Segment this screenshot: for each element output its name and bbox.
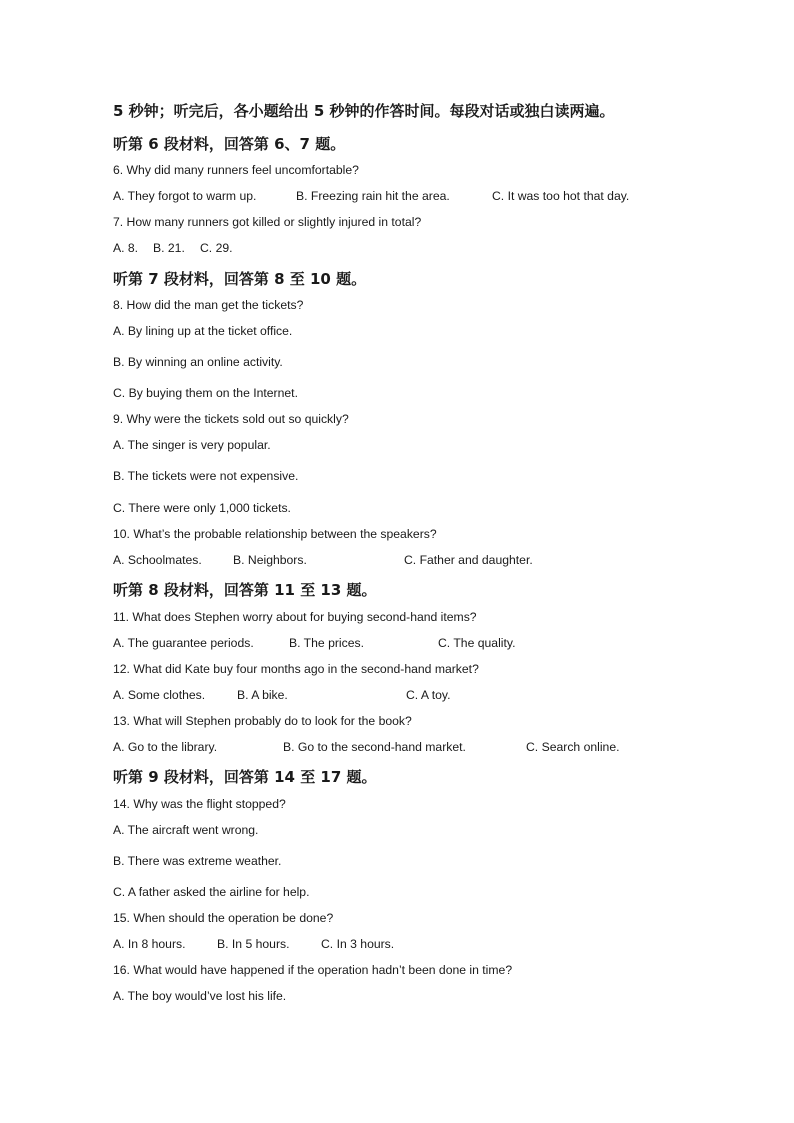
- section-heading-8: 听第 8 段材料，回答第 11 至 13 题。: [113, 581, 377, 599]
- question-8-option-b: B. By winning an online activity.: [113, 355, 283, 369]
- question-10-stem: 10. What’s the probable relationship between the speakers?: [113, 527, 437, 541]
- question-12-option-b: B. A bike.: [237, 688, 288, 702]
- question-10-option-b: B. Neighbors.: [233, 553, 307, 567]
- question-8-option-a: A. By lining up at the ticket office.: [113, 324, 293, 338]
- question-15-option-a: A. In 8 hours.: [113, 937, 186, 951]
- question-16-option-a: A. The boy would’ve lost his life.: [113, 989, 287, 1003]
- question-13-option-a: A. Go to the library.: [113, 740, 218, 754]
- question-9-option-c: C. There were only 1,000 tickets.: [113, 501, 291, 515]
- question-14-option-c: C. A father asked the airline for help.: [113, 885, 310, 899]
- question-11-option-b: B. The prices.: [289, 636, 364, 650]
- question-6-option-c: C. It was too hot that day.: [492, 189, 630, 203]
- question-8-stem: 8. How did the man get the tickets?: [113, 298, 304, 312]
- question-11-option-c: C. The quality.: [438, 636, 516, 650]
- question-9-option-a: A. The singer is very popular.: [113, 438, 271, 452]
- question-7-option-a: A. 8.: [113, 241, 139, 255]
- intro-line: 5 秒钟；听完后，各小题给出 5 秒钟的作答时间。每段对话或独白读两遍。: [113, 102, 615, 120]
- question-14-stem: 14. Why was the flight stopped?: [113, 797, 286, 811]
- question-16-stem: 16. What would have happened if the operation hadn’t been done in time?: [113, 963, 513, 977]
- question-11-stem: 11. What does Stephen worry about for buying second-hand items?: [113, 610, 477, 624]
- question-6-option-a: A. They forgot to warm up.: [113, 189, 257, 203]
- question-9-option-b: B. The tickets were not expensive.: [113, 469, 299, 483]
- question-13-stem: 13. What will Stephen probably do to look for the book?: [113, 714, 412, 728]
- section-heading-9: 听第 9 段材料，回答第 14 至 17 题。: [113, 768, 377, 786]
- question-10-option-a: A. Schoolmates.: [113, 553, 202, 567]
- section-heading-6: 听第 6 段材料，回答第 6、7 题。: [113, 135, 346, 153]
- question-14-option-b: B. There was extreme weather.: [113, 854, 282, 868]
- question-14-option-a: A. The aircraft went wrong.: [113, 823, 259, 837]
- question-7-option-b: B. 21.: [153, 241, 185, 255]
- section-heading-7: 听第 7 段材料，回答第 8 至 10 题。: [113, 270, 367, 288]
- question-7-stem: 7. How many runners got killed or slightly injured in total?: [113, 215, 422, 229]
- question-7-option-c: C. 29.: [200, 241, 233, 255]
- question-11-option-a: A. The guarantee periods.: [113, 636, 254, 650]
- question-10-option-c: C. Father and daughter.: [404, 553, 533, 567]
- question-12-option-a: A. Some clothes.: [113, 688, 206, 702]
- question-6-stem: 6. Why did many runners feel uncomfortable?: [113, 163, 359, 177]
- question-15-option-c: C. In 3 hours.: [321, 937, 395, 951]
- question-6-option-b: B. Freezing rain hit the area.: [296, 189, 450, 203]
- question-8-option-c: C. By buying them on the Internet.: [113, 386, 298, 400]
- question-15-option-b: B. In 5 hours.: [217, 937, 290, 951]
- question-13-option-b: B. Go to the second-hand market.: [283, 740, 466, 754]
- question-9-stem: 9. Why were the tickets sold out so quickly?: [113, 412, 349, 426]
- question-12-option-c: C. A toy.: [406, 688, 451, 702]
- question-13-option-c: C. Search online.: [526, 740, 620, 754]
- question-12-stem: 12. What did Kate buy four months ago in the second-hand market?: [113, 662, 479, 676]
- question-15-stem: 15. When should the operation be done?: [113, 911, 334, 925]
